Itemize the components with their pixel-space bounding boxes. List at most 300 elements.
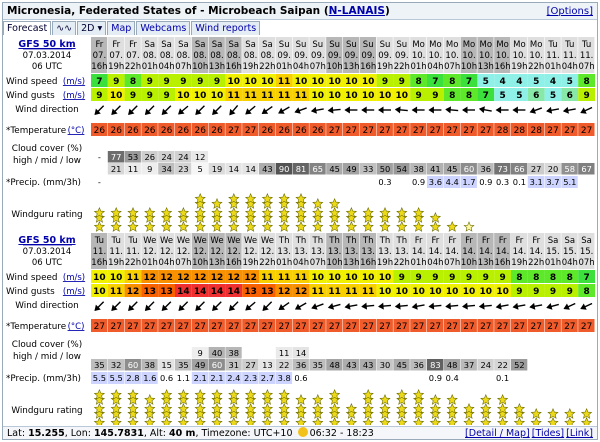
temp-value: 28 (513, 126, 526, 136)
model-link: GFS 50 km (18, 235, 76, 246)
rating-star-icon (548, 409, 558, 418)
day-label: Su (312, 40, 324, 50)
cloud-value: 27 (245, 360, 256, 370)
cloud-value: 41 (430, 164, 441, 174)
temp-value: 27 (295, 322, 307, 332)
hour-label: 04h (427, 258, 444, 268)
cloud-value: 26 (144, 152, 156, 162)
cloud-cover-sublabel: high / mid / low (13, 352, 81, 362)
wind-arrow-icon (344, 107, 357, 114)
wind-arrow-icon (176, 103, 190, 117)
gusts-value: 10 (378, 287, 392, 297)
rating-star-icon (111, 418, 121, 425)
hour-label: 13h (343, 62, 360, 72)
date-label: 14. (495, 247, 510, 257)
day-label: Sa (581, 236, 592, 246)
hour-label: 01h (410, 258, 427, 268)
temp-value: 27 (379, 126, 391, 136)
hour-label: 07h (444, 62, 461, 72)
speed-value: 5 (533, 77, 540, 87)
arrow-head (293, 107, 301, 115)
arrow-head (495, 303, 502, 311)
date-label: 08. (260, 51, 275, 61)
day-label: Th (396, 236, 408, 246)
cloud-cover-label: Cloud cover (%) (11, 340, 83, 350)
arrow-head (445, 106, 451, 113)
temp-value: 27 (144, 322, 156, 332)
wind-arrow-icon (142, 103, 156, 117)
wind-arrow-icon (276, 104, 291, 117)
gusts-value: 11 (261, 91, 274, 101)
wind-arrow-icon (495, 302, 509, 311)
date-label: 13. (311, 247, 325, 257)
temp-value: 27 (580, 126, 593, 136)
date-label: 11. (563, 51, 577, 61)
wind-arrow-icon (260, 299, 274, 313)
arrow-head (512, 107, 518, 114)
footer-link-2[interactable]: [Link] (566, 428, 593, 439)
speed-value: 8 (129, 77, 137, 87)
gusts-value: 12 (277, 287, 291, 297)
wind-arrow-icon (193, 103, 207, 117)
hour-label: 07h (309, 62, 326, 72)
hour-label: 16h (494, 258, 511, 268)
precip-label: *Precip. (mm/3h) (6, 374, 81, 384)
day-label: Tu (111, 236, 121, 246)
arrow-head (412, 107, 418, 114)
gusts-value: 10 (109, 91, 123, 101)
spot-link[interactable]: N-LANAIS (328, 5, 385, 17)
hour-label: 19h (376, 62, 394, 72)
date-label: 13. (378, 247, 392, 257)
temp-value: 27 (93, 322, 106, 332)
speed-value: 12 (143, 273, 157, 283)
precip-value: 2.1 (193, 373, 207, 383)
day-label: Th (278, 236, 290, 246)
hour-label: 19h (242, 62, 259, 72)
hour-label: 01h (141, 258, 158, 268)
day-label: Fr (129, 40, 137, 50)
speed-value: 10 (328, 273, 341, 283)
alt-value: 40 m (169, 428, 196, 439)
temp-value: 27 (211, 322, 223, 332)
temp-value: 27 (328, 126, 341, 136)
hour-label: 16h (225, 62, 242, 72)
rating-label: Windguru rating (11, 406, 83, 416)
options-link[interactable]: [Options] (546, 6, 593, 17)
cloud-value: 14 (228, 164, 240, 174)
day-label: Tu (128, 236, 138, 246)
speed-value: 9 (381, 77, 389, 87)
wind-arrow-icon (210, 103, 224, 117)
wind-arrow-icon (478, 105, 492, 114)
hour-label: 10h (460, 62, 478, 72)
gusts-value: 9 (583, 91, 590, 101)
gusts-value: 10 (462, 287, 476, 297)
rating-star-icon (212, 199, 222, 208)
tab-2d[interactable]: 2D ▾ (77, 21, 106, 35)
wind-arrow-icon (142, 299, 156, 313)
unit-c-link: (°C) (67, 322, 85, 332)
temp-value: 27 (412, 126, 425, 136)
arrow-head (545, 303, 552, 311)
cloud-value: 90 (278, 164, 290, 174)
wind-arrow-icon (361, 302, 375, 310)
rating-star-icon (145, 222, 155, 231)
date-label: 15. (563, 247, 577, 257)
arrow-head (445, 303, 451, 310)
cloud-value: 27 (530, 164, 542, 174)
wind_speed-label: Wind speed (6, 273, 58, 283)
rating-star-icon (162, 418, 172, 425)
gusts-value: 9 (96, 91, 103, 101)
date-label: 14. (428, 247, 443, 257)
hour-label: 07h (578, 62, 595, 72)
rating-star-icon (330, 222, 340, 231)
rating-star-icon (229, 418, 239, 425)
temp-value: 27 (362, 126, 374, 136)
precip-value: 0.1 (512, 177, 527, 187)
wind_speed-label: Wind speed (6, 77, 58, 87)
precip-value: 1.1 (176, 373, 191, 383)
forecast-table (3, 3, 598, 425)
cloud-value: 35 (312, 360, 324, 370)
cloud-value: 43 (262, 164, 273, 174)
date-label: 10. (512, 51, 527, 61)
gusts-value: 11 (345, 287, 358, 297)
hour-label: 07h (578, 258, 595, 268)
gusts-value: 12 (294, 287, 308, 297)
wind-arrow-icon (361, 107, 374, 114)
gusts-value: 14 (227, 287, 241, 297)
wind-arrow-icon (159, 299, 173, 313)
speed-value: 10 (328, 77, 341, 87)
date-label: 08. (243, 51, 258, 61)
speed-value: 10 (109, 273, 123, 283)
arrow-head (528, 107, 536, 115)
hour-label: 13h (208, 62, 226, 72)
wind-arrow-icon (327, 106, 341, 114)
wind-arrow-icon (528, 105, 543, 116)
tab-map[interactable]: Map (107, 21, 135, 35)
cloud-value: 35 (94, 360, 105, 370)
gusts-value: 5 (549, 91, 557, 101)
rating-star-icon (229, 222, 239, 231)
hour-label: 10h (460, 258, 478, 268)
precip-value: 0.1 (495, 373, 510, 383)
date-label: 14. (512, 247, 527, 257)
forecast-block-1 (6, 37, 595, 231)
temp-value: 27 (513, 322, 526, 332)
date-label: 13. (294, 247, 308, 257)
day-label: Sa (262, 40, 273, 50)
day-label: Fr (431, 236, 440, 246)
cloud-value: - (97, 152, 101, 162)
hour-label: 07h (309, 258, 326, 268)
gusts-value: 13 (244, 287, 257, 297)
gusts-value: 11 (277, 91, 291, 101)
wind-arrow-icon (562, 300, 577, 312)
temp-value: 27 (396, 126, 408, 136)
hour-label: 22h (528, 258, 545, 268)
speed-value: 11 (294, 273, 308, 283)
rating-star-icon (145, 395, 155, 404)
cloud-value: 21 (110, 164, 122, 174)
date-label: 08. (210, 51, 224, 61)
speed-value: 10 (227, 77, 241, 87)
cloud-value: 45 (329, 164, 340, 174)
day-label: Fr (465, 236, 473, 246)
rating-star-icon (397, 418, 407, 425)
temp-value: 27 (261, 322, 274, 332)
arrow-head (479, 303, 485, 310)
init-utc: 06 UTC (31, 258, 63, 268)
arrow-head (428, 303, 434, 310)
arrow-head (327, 107, 333, 114)
gusts-value: 10 (177, 91, 190, 101)
wind-arrow-icon (545, 106, 559, 115)
gusts-value: 10 (479, 287, 493, 297)
arrow-head (478, 105, 485, 113)
date-label: 09. (361, 51, 375, 61)
date-label: 07. (109, 51, 123, 61)
speed-value: 10 (311, 273, 325, 283)
date-label: 10. (495, 51, 510, 61)
hour-label: 10h (326, 62, 343, 72)
precip-value: 0.6 (159, 373, 174, 383)
speed-value: 9 (113, 77, 120, 87)
speed-value: 10 (361, 77, 375, 87)
day-label: Sa (564, 236, 576, 246)
wind-arrow-icon (193, 299, 207, 313)
rating-star-icon (498, 418, 508, 425)
day-label: Sa (245, 40, 256, 50)
temp-value: 26 (144, 126, 156, 136)
day-label: We (227, 236, 241, 246)
precip-value: 0.6 (294, 373, 308, 383)
date-label: 13. (277, 247, 291, 257)
cloud-value: 37 (463, 360, 475, 370)
date-label: 08. (193, 51, 207, 61)
day-label: Tu (548, 40, 558, 50)
hour-label: 22h (259, 62, 276, 72)
gusts-value: 10 (445, 287, 459, 297)
cloud-value: 83 (430, 360, 441, 370)
rating-star-icon (431, 213, 441, 222)
hour-label: 07h (444, 258, 461, 268)
cloud-value: 45 (446, 164, 458, 174)
gusts-value: 10 (496, 287, 509, 297)
gusts-value: 9 (533, 287, 540, 297)
day-label: Su (379, 40, 391, 50)
arrow-head (395, 106, 401, 113)
tab-wave-icon[interactable]: ∿∿ (52, 21, 76, 35)
precip-value: 2.4 (227, 373, 241, 383)
cloud-value: 66 (514, 164, 525, 174)
date-label: 15. (546, 247, 560, 257)
date-label: 12. (210, 247, 224, 257)
footer-link-1[interactable]: [Tides] (531, 428, 565, 439)
date-label: 13. (344, 247, 359, 257)
day-label: Fr (112, 40, 121, 50)
tab-webcams[interactable]: Webcams (136, 21, 190, 35)
day-label: We (143, 236, 157, 246)
hour-label: 01h (544, 62, 562, 72)
temp-value: 26 (127, 126, 139, 136)
precip-value: 2.3 (243, 373, 258, 383)
temp-value: 27 (177, 322, 190, 332)
speed-value: 9 (398, 273, 405, 283)
wind-arrow-icon (176, 299, 190, 313)
date-label: 12. (159, 247, 174, 257)
cloud-cover-sublabel: high / mid / low (13, 156, 81, 166)
temp-value: 26 (278, 126, 290, 136)
hour-label: 19h (511, 62, 528, 72)
speed-value: 11 (261, 273, 274, 283)
wind-arrow-icon (260, 104, 275, 117)
date-label: 11. (546, 51, 560, 61)
rating-star-icon (296, 222, 306, 231)
hour-label: 07h (175, 258, 192, 268)
gusts-value: 13 (261, 287, 274, 297)
speed-value: 8 (415, 77, 422, 87)
date-label: 14. (411, 247, 426, 257)
speed-value: 10 (261, 77, 274, 87)
day-label: Fr (498, 236, 507, 246)
temp-value: 27 (463, 126, 475, 136)
speed-value: 12 (160, 273, 173, 283)
rating-star-icon (531, 418, 541, 425)
hour-label: 19h (108, 258, 125, 268)
wind_gusts-label: Wind gusts (6, 91, 55, 101)
temp-value: 27 (362, 322, 374, 332)
day-label: We (176, 236, 190, 246)
day-label: Tu (94, 236, 105, 246)
day-label: We (160, 236, 174, 246)
cloud-value: 14 (295, 348, 307, 358)
precip-value: 0.9 (411, 177, 426, 187)
rating-star-icon (531, 409, 541, 418)
speed-value: 9 (465, 273, 473, 283)
precip-value: 3.8 (277, 373, 291, 383)
speed-value: 8 (533, 273, 540, 283)
day-label: Mo (412, 40, 425, 50)
wind-arrow-icon (126, 299, 140, 313)
gusts-value: 13 (143, 287, 157, 297)
speed-value: 8 (583, 77, 590, 87)
gusts-value: 11 (361, 287, 375, 297)
paren-open: ( (323, 5, 329, 17)
day-label: Th (379, 236, 391, 246)
wind-arrow-icon (243, 103, 257, 117)
speed-value: 10 (244, 77, 257, 87)
temp-value: 27 (530, 322, 542, 332)
rating-star-icon (95, 418, 105, 425)
gusts-value: 10 (311, 91, 325, 101)
day-label: Mo (479, 40, 493, 50)
temp-value: 26 (93, 126, 106, 136)
tab-wind-reports[interactable]: Wind reports (191, 21, 260, 35)
footer-link-0[interactable]: [Detail / Map] (465, 428, 530, 439)
speed-value: 10 (361, 273, 375, 283)
speed-value: 7 (465, 77, 473, 87)
wind-arrow-icon (496, 107, 509, 114)
hour-label: 04h (427, 62, 444, 72)
speed-value: 12 (193, 273, 207, 283)
day-label: Mo (529, 40, 543, 50)
speed-value: 10 (345, 77, 358, 87)
rating-star-icon (296, 395, 306, 404)
temp-value: 27 (564, 126, 576, 136)
wind-direction-label: Wind direction (15, 301, 79, 311)
speed-value: 7 (432, 77, 439, 87)
speed-value: 12 (210, 273, 224, 283)
cloud-value: 54 (396, 164, 408, 174)
wind-arrow-icon (378, 302, 392, 310)
rating-star-icon (179, 222, 189, 231)
date-label: 13. (361, 247, 375, 257)
day-label: Su (346, 40, 357, 50)
cloud-value: 20 (547, 164, 559, 174)
wind_gusts-label: Wind gusts (6, 287, 55, 297)
temp-value: 27 (547, 322, 559, 332)
gusts-value: 11 (227, 91, 241, 101)
hour-label: 19h (108, 62, 125, 72)
cloud-value: 48 (446, 360, 458, 370)
precip-value: 4.4 (445, 177, 459, 187)
rating-star-icon (347, 418, 357, 425)
day-label: Mo (462, 40, 476, 50)
arrow-head (562, 303, 570, 312)
rating-star-icon (347, 222, 357, 231)
hour-label: 19h (511, 258, 528, 268)
speed-value: 9 (499, 273, 506, 283)
date-label: 10. (428, 51, 443, 61)
gusts-value: 10 (93, 287, 106, 297)
temp-value: 27 (564, 322, 576, 332)
speed-value: 9 (146, 77, 153, 87)
lon-value: 145.7831 (93, 428, 144, 439)
rating-star-icon (464, 418, 474, 425)
cloud-value: 15 (161, 360, 172, 370)
rating-star-icon (111, 222, 121, 231)
cloud-value: 52 (514, 360, 525, 370)
sun-times: 06:32 - 18:23 (309, 428, 374, 439)
day-label: Fr (532, 236, 541, 246)
cloud-value: 22 (497, 360, 508, 370)
precip-value: 1.6 (143, 373, 157, 383)
rating-star-icon (195, 418, 205, 425)
tz-value: UTC+10 (253, 428, 293, 439)
hour-label: 16h (360, 62, 377, 72)
arrow-head (344, 303, 351, 311)
date-label: 11. (579, 51, 594, 61)
gusts-value: 13 (160, 287, 173, 297)
cloud-value: 35 (178, 360, 189, 370)
rating-star-icon (179, 418, 189, 425)
date-label: 09. (378, 51, 392, 61)
wind-arrow-icon (109, 103, 123, 117)
arrow-head (361, 107, 367, 114)
wind-arrow-icon (226, 299, 240, 313)
gusts-value: 5 (499, 91, 506, 101)
tab-forecast[interactable]: Forecast (3, 21, 51, 35)
rating-star-icon (380, 222, 390, 231)
date-label: 12. (193, 247, 207, 257)
date-label: 07. (126, 51, 140, 61)
hour-label: 13h (477, 258, 494, 268)
day-label: Sa (547, 236, 559, 246)
